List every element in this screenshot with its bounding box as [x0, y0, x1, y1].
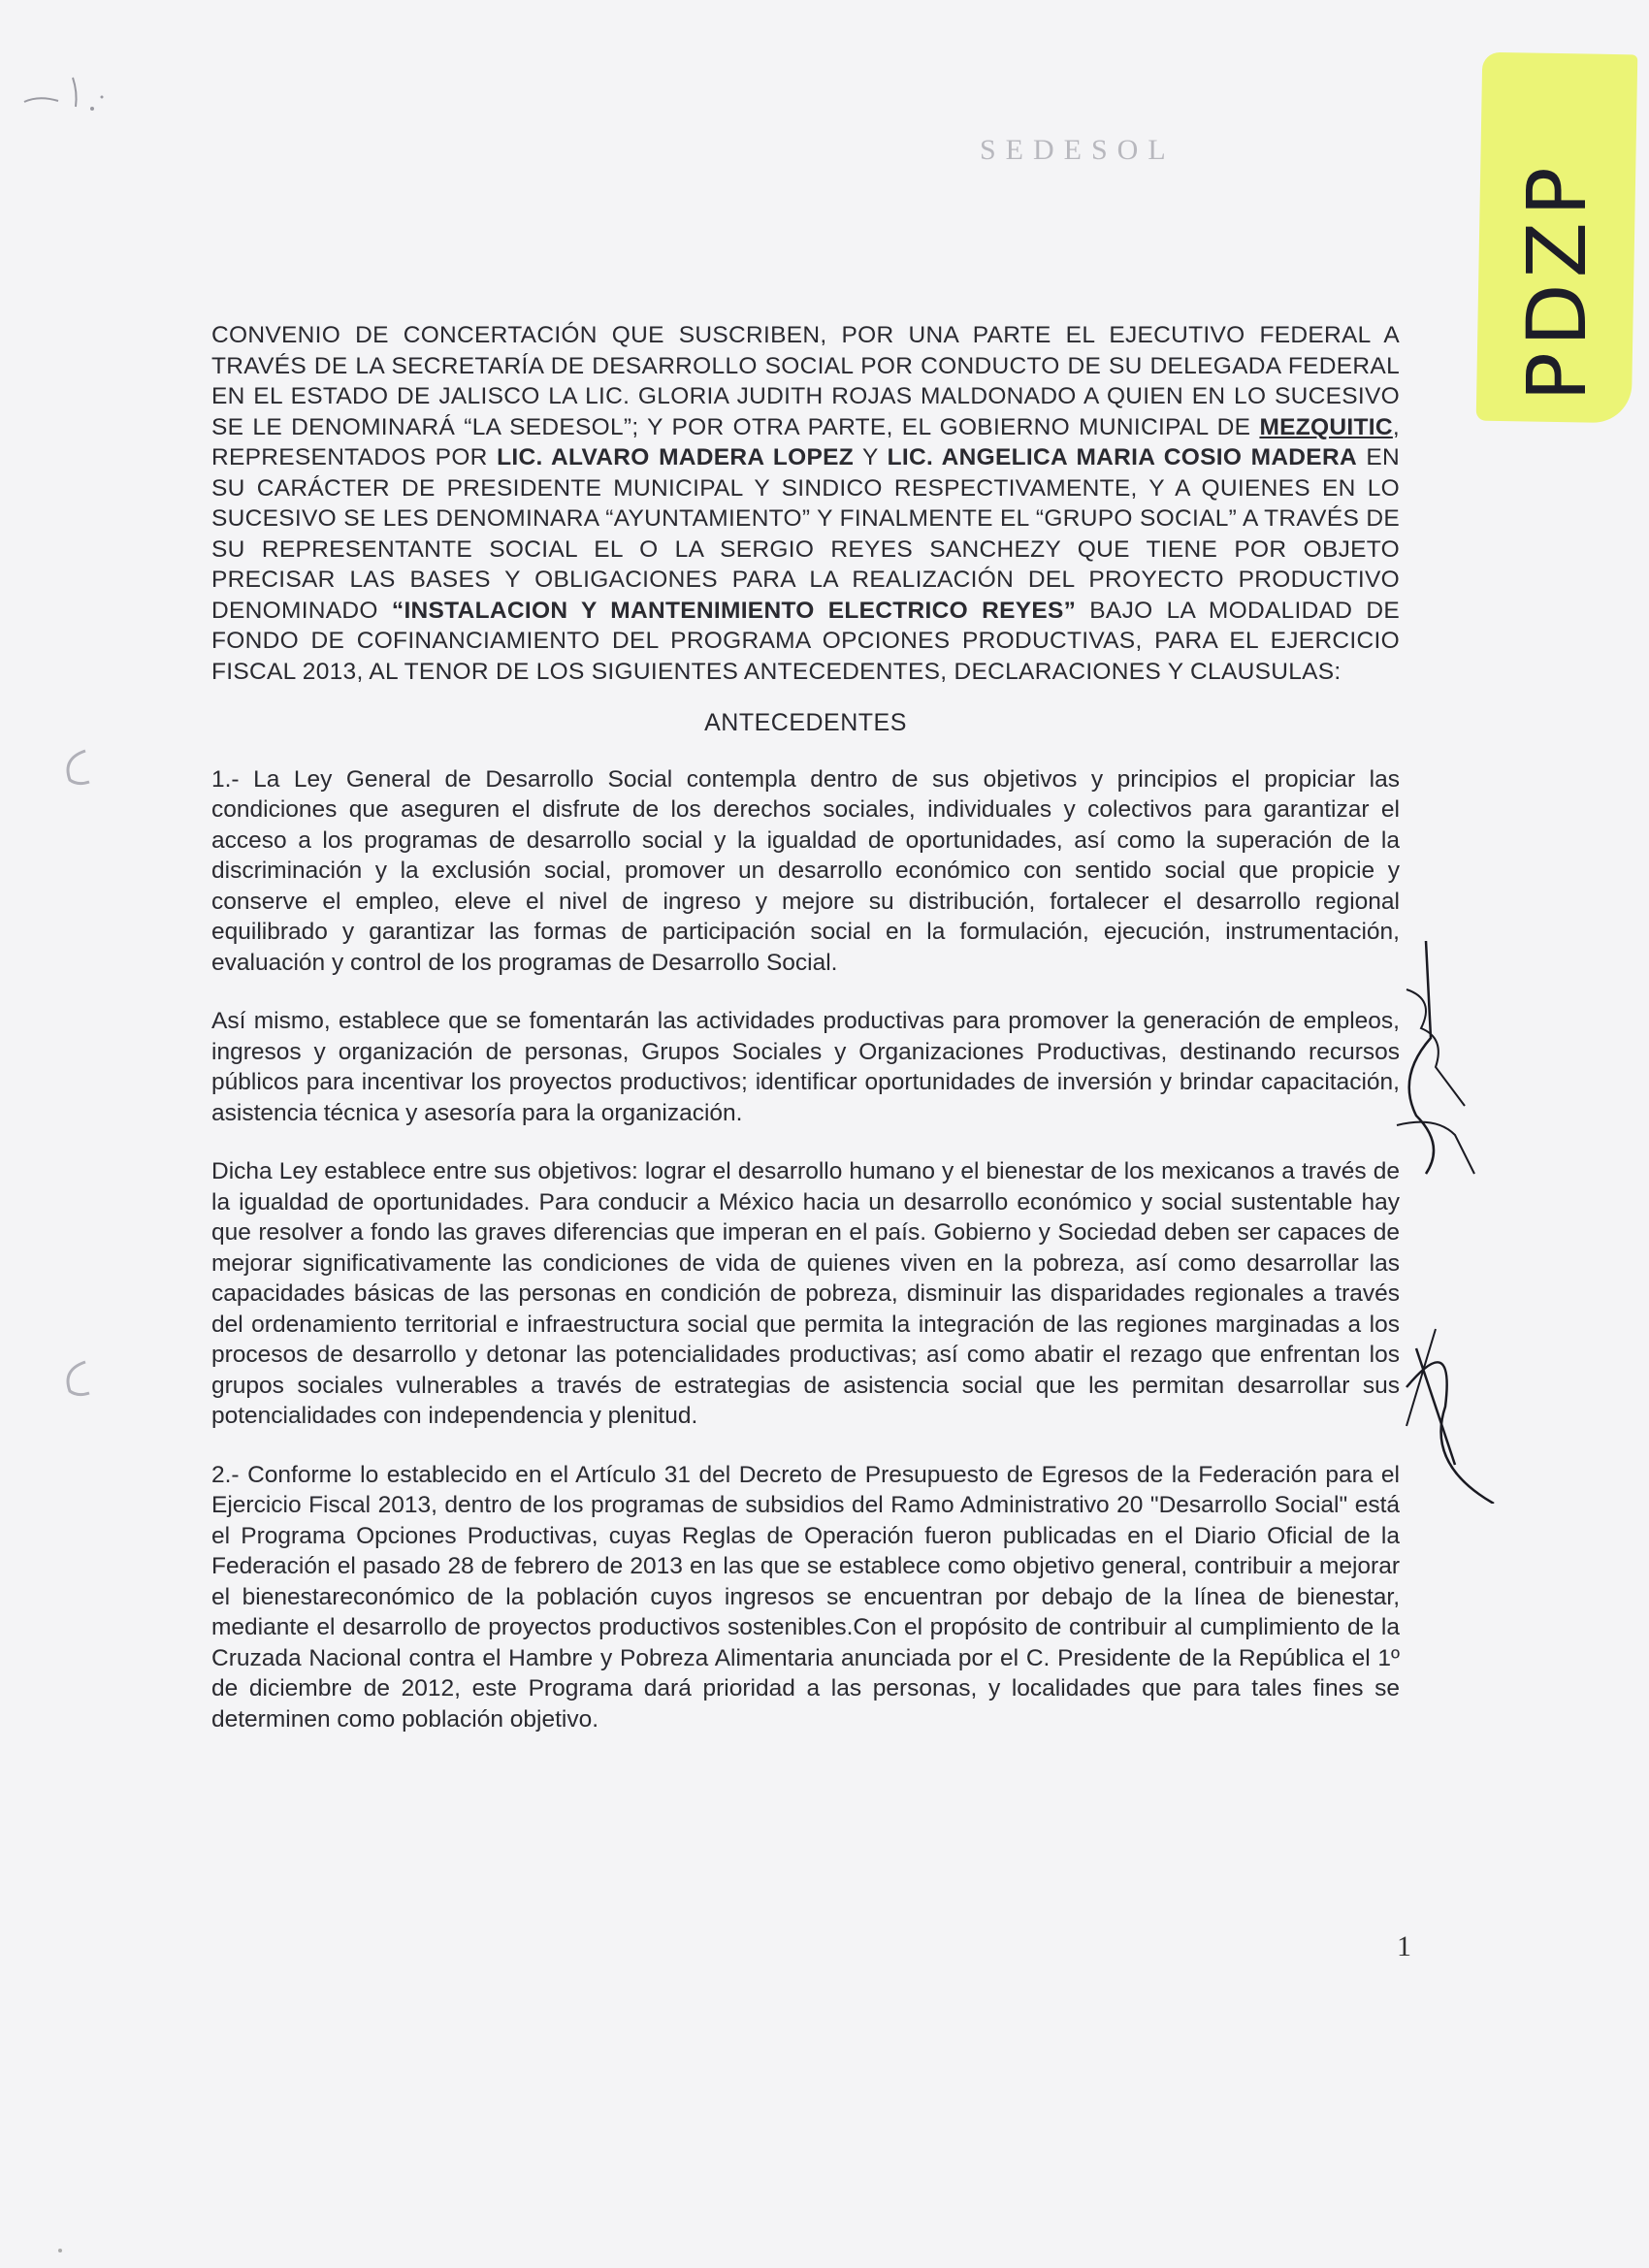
binder-hole-icon — [56, 1358, 95, 1397]
sindico-name: LIC. ANGELICA MARIA COSIO MADERA — [887, 444, 1357, 470]
binder-hole-icon — [56, 747, 95, 786]
handwritten-tag — [1484, 161, 1630, 402]
convenio-intro — [211, 320, 1400, 687]
antecedente-paragraph: 1.- La Ley General de Desarrollo Social contempla dentro de sus objetivos y principios el propiciar las condiciones que aseguren el disfrute de los derechos sociales, individuales y colectivos para garantizar el acceso a los programas de desarrollo social y la igualdad de oportunidades, así como la superación de la discriminación y la exclusión social, promover un desarrollo económico con sentido social que propicie y conserve el empleo, eleve el nivel de ingreso y mejore su distribución, fortalecer el desarrollo regional equilibrado y garantizar las formas de participación social en la formulación, ejecución, instrumentación, evaluación y control de los programas de Desarrollo Social. — [211, 765, 1400, 976]
antecedente-paragraph: 2.- Conforme lo establecido en el Artículo 31 del Decreto de Presupuesto de Egresos de la Federación para el Ejercicio Fiscal 2013, dentro de los programas de subsidios del Ramo Administrativo 20 "Desarrollo Social" está el Programa Opciones Productivas, cuyas Reglas de Operación fueron publicadas en el Diario Oficial de la Federación el pasado 28 de febrero de 2013 en las que se establece como objetivo general, contribuir a mejorar el bienestareconómico de la población cuyos ingresos se encuentran por debajo de la línea de bienestar, mediante el desarrollo de proyectos productivos sostenibles.Con el propósito de contribuir al cumplimiento de la Cruzada Nacional contra el Hambre y Pobreza Alimentaria anunciada por el C. Presidente de la República el 1º de diciembre de 2012, este Programa dará prioridad a las personas, y localidades que para tales fines se determinen como población objetivo. — [211, 1461, 1400, 1733]
scan-smudge-icon — [19, 58, 136, 126]
intro-text: BAJO LA MODALIDAD DE FONDO DE COFINANCIAMIENTO DEL PROGRAMA OPCIONES PRODUCTIVAS, PARA EL EJERCICIO FISCAL 2013, AL TENOR DE LOS SIGUIENTES ANTECEDENTES, DECLARACIONES Y CLAUSULAS: — [211, 597, 1400, 685]
page-number: 1 — [1397, 1930, 1411, 1962]
handwritten-signature-icon — [1387, 922, 1504, 1504]
antecedente-paragraph: Dicha Ley establece entre sus objetivos: lograr el desarrollo humano y el bienestar de los mexicanos a través de la igualdad de oportunidades. Para conducir a México hacia un desarrollo económico y social sustentable hay que resolver a fondo las graves diferencias que imperan en el país. Gobierno y Sociedad deben ser capaces de mejorar significativamente las condiciones de vida de quienes viven en la pobreza, así como desarrollar las capacidades básicas de las personas en condición de pobreza, disminuir las disparidades regionales a través del ordenamiento territorial e infraestructura social que permita la integración de las regiones marginadas a los procesos de desarrollo y detonar las potencialidades productivas; así como abatir el rezago que enfrentan los grupos sociales vulnerables a través de estrategias de asistencia social que les permitan desarrollar sus potencialidades con independencia y plenitud. — [211, 1158, 1400, 1429]
intro-text: , REPRESENTADOS POR — [211, 413, 1400, 470]
project-name: “INSTALACION Y MANTENIMIENTO ELECTRICO REYES” — [391, 597, 1077, 624]
scan-dot — [58, 2249, 62, 2252]
section-title-antecedentes: ANTECEDENTES — [704, 709, 907, 736]
intro-text: EN SU CARÁCTER DE PRESIDENTE MUNICIPAL Y SINDICO RESPECTIVAMENTE, Y A QUIENES EN LO SUCESIVO SE LES DENOMINARA “AYUNTAMIENTO” Y FINALMENTE EL “GRUPO SOCIAL” A TRAVÉS DE SU REPRESENTANTE SOCIAL EL O LA SERGIO REYES SANCHEZY QUE TIENE POR OBJETO PRECISAR LAS BASES Y OBLIGACIONES PARA LA REALIZACIÓN DEL PROYECTO PRODUCTIVO DENOMINADO — [211, 444, 1400, 624]
sedesol-header-stamp: SEDESOL — [980, 134, 1176, 166]
municipality-name: MEZQUITIC — [1259, 413, 1393, 440]
intro-text: Y — [854, 444, 888, 470]
antecedente-paragraph: Así mismo, establece que se fomentarán las actividades productivas para promover la generación de empleos, ingresos y organización de personas, Grupos Sociales y Organizaciones Productivas, destinando recursos públicos para incentivar los proyectos productivos; identificar oportunidades de inversión y brindar capacitación, asistencia técnica y asesoría para la organización. — [211, 1008, 1400, 1126]
intro-text: CONVENIO DE CONCERTACIÓN QUE SUSCRIBEN, POR UNA PARTE EL EJECUTIVO FEDERAL A TRAVÉS DE LA SECRETARÍA DE DESARROLLO SOCIAL POR CONDUCTO DE SU DELEGADA FEDERAL EN EL ESTADO DE JALISCO LA LIC. GLORIA JUDITH ROJAS MALDONADO A QUIEN EN LO SUCESIVO SE LE DENOMINARÁ “LA SEDESOL”; Y POR OTRA PARTE, EL GOBIERNO MUNICIPAL DE — [211, 322, 1400, 440]
handwritten-tag-text: PDZP — [1509, 161, 1605, 402]
president-name: LIC. ALVARO MADERA LOPEZ — [497, 444, 855, 470]
document-body — [211, 320, 1400, 1763]
